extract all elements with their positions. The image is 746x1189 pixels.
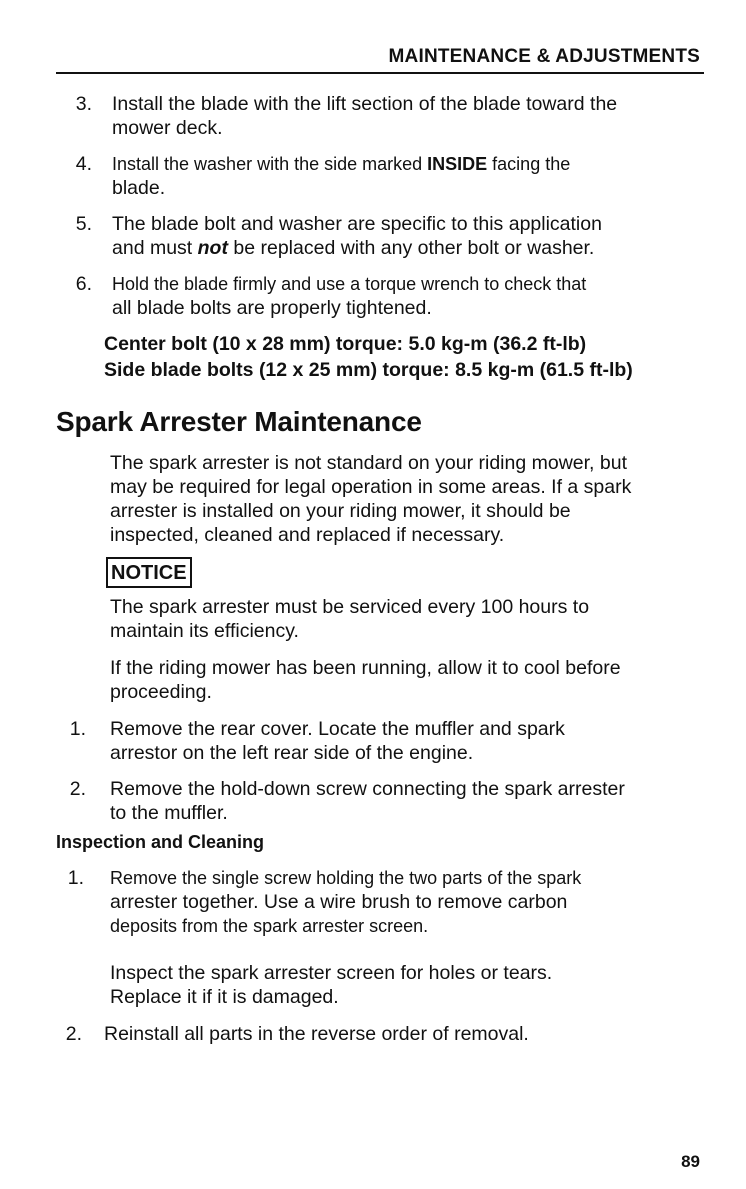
step-number: 2.	[65, 1023, 82, 1045]
step-text: blade.	[112, 177, 166, 199]
step-text: The blade bolt and washer are specific to this application	[112, 213, 602, 235]
text-line: arrester is installed on your riding mower, it should be	[110, 500, 571, 522]
step-text: Hold the blade firmly and use a torque wrench to check that	[112, 274, 587, 294]
step-number: 3.	[75, 93, 92, 115]
inside-marker: INSIDE	[427, 154, 488, 174]
step-text-part: be replaced with any other bolt or washer.	[227, 237, 595, 259]
step-text: deposits from the spark arrester screen.	[110, 916, 429, 936]
cool-down-text	[110, 656, 710, 704]
step-text: Remove the rear cover. Locate the muffler and spark	[110, 718, 565, 740]
not-emphasis: not	[197, 237, 228, 259]
step-text: mower deck.	[112, 117, 223, 139]
text-line: maintain its efficiency.	[110, 620, 299, 642]
step-number: 1.	[69, 718, 86, 740]
step-text-part: Install the washer with the side marked	[112, 154, 428, 174]
text-line: proceeding.	[110, 681, 212, 703]
step-text: to the muffler.	[110, 802, 228, 824]
text-line: The spark arrester is not standard on your riding mower, but	[110, 452, 627, 474]
step-text	[112, 152, 570, 176]
text-line: inspected, cleaned and replaced if necessary.	[110, 524, 505, 546]
step-text: Reinstall all parts in the reverse order of removal.	[104, 1023, 529, 1045]
step-text-part: facing the	[487, 154, 571, 174]
text-line: Replace it if it is damaged.	[110, 986, 339, 1008]
inspect-text	[110, 961, 710, 1009]
step-text: all blade bolts are properly tightened.	[112, 297, 432, 319]
page-header	[56, 44, 704, 74]
step-number: 5.	[75, 213, 92, 235]
torque-spec-side: Side blade bolts (12 x 25 mm) torque: 8.5 kg-m (61.5 ft-lb)	[104, 359, 633, 381]
step-text: Install the blade with the lift section of the blade toward the	[112, 93, 618, 115]
step-number: 4.	[75, 153, 92, 175]
section-title: Spark Arrester Maintenance	[56, 406, 422, 437]
step-text	[112, 236, 594, 260]
intro-paragraph	[110, 451, 710, 547]
text-line: may be required for legal operation in some areas. If a spark	[110, 476, 632, 498]
step-number: 1.	[67, 867, 84, 889]
text-line: If the riding mower has been running, allow it to cool before	[110, 657, 621, 679]
step-text: Remove the hold-down screw connecting the spark arrester	[110, 778, 625, 800]
step-text: arrester together. Use a wire brush to remove carbon	[110, 891, 568, 913]
step-number: 6.	[75, 273, 92, 295]
inspection-heading: Inspection and Cleaning	[56, 832, 265, 852]
text-line: Inspect the spark arrester screen for holes or tears.	[110, 962, 553, 984]
notice-text	[110, 595, 710, 643]
step-text: arrestor on the left rear side of the engine.	[110, 742, 474, 764]
notice-label: NOTICE	[106, 557, 192, 588]
step-text-part: and must	[112, 237, 198, 259]
text-line: The spark arrester must be serviced every 100 hours to	[110, 596, 590, 618]
step-text: Remove the single screw holding the two parts of the spark	[110, 868, 582, 888]
torque-spec-center: Center bolt (10 x 28 mm) torque: 5.0 kg-m (36.2 ft-lb)	[104, 333, 587, 355]
step-number: 2.	[69, 778, 86, 800]
page-number: 89	[681, 1152, 700, 1171]
header-title: MAINTENANCE & ADJUSTMENTS	[388, 46, 700, 67]
